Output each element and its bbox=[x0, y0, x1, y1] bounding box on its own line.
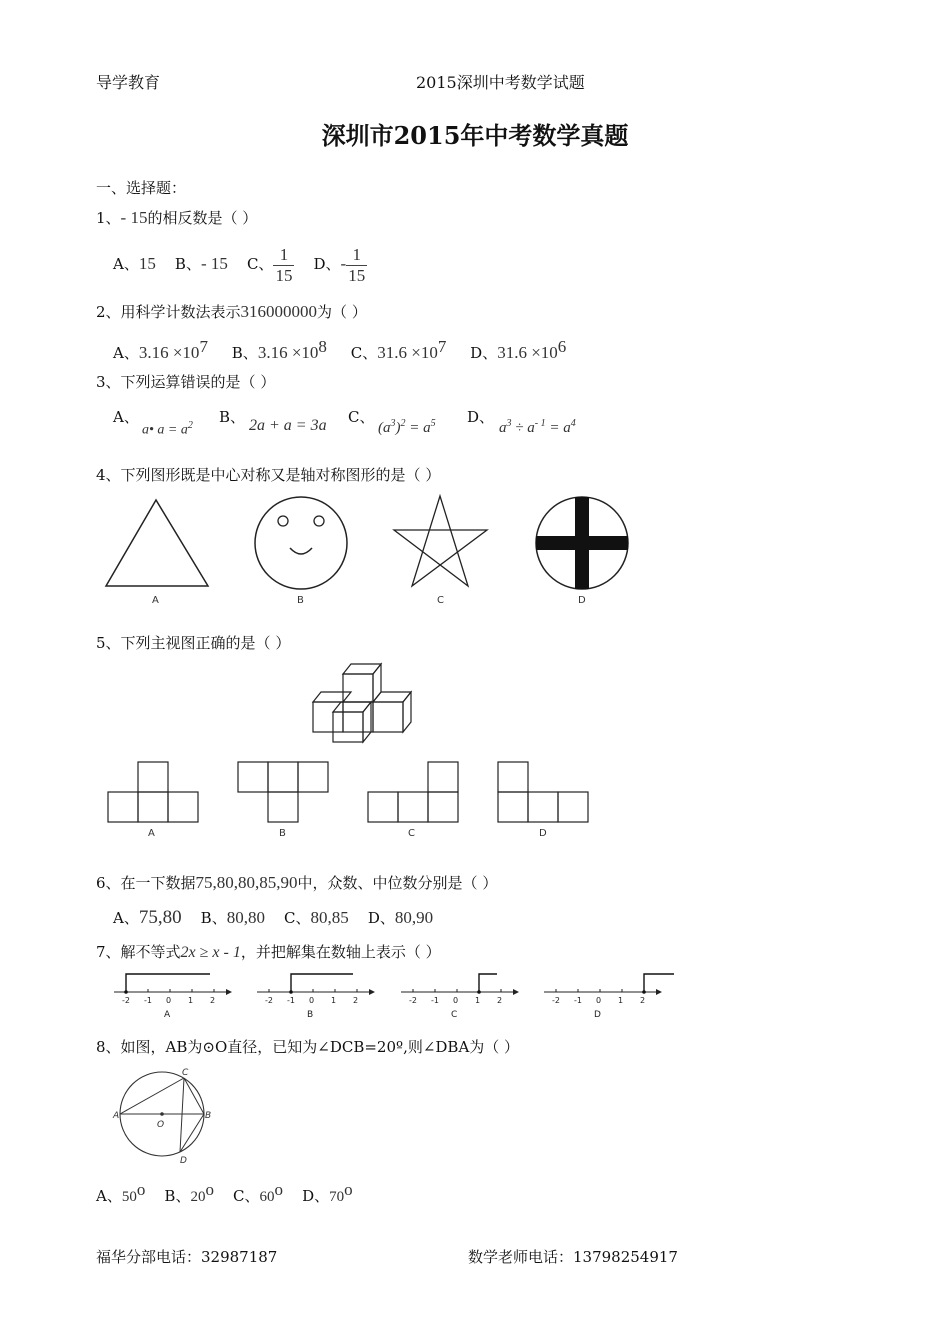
q7-label-a: A bbox=[164, 1010, 171, 1020]
question-5: 5、下列主视图正确的是（ ） bbox=[96, 634, 291, 652]
star-figure bbox=[394, 496, 487, 586]
tick-label: 1 bbox=[475, 996, 481, 1005]
fraction: $\frac{1}{15}$ bbox=[275, 245, 293, 285]
q1-option-a[interactable]: A、15 bbox=[113, 254, 156, 274]
q6-options bbox=[113, 907, 433, 929]
triangle-figure bbox=[106, 500, 208, 586]
tick-label: 0 bbox=[453, 996, 459, 1005]
q7-label-d: D bbox=[594, 1010, 601, 1020]
tick-label: 2 bbox=[640, 996, 646, 1005]
q1-option-b[interactable]: B、- 15 bbox=[174, 254, 228, 274]
q3-option-a-label[interactable]: A、 bbox=[113, 408, 139, 426]
solution-ray bbox=[291, 974, 353, 992]
q2-option-b[interactable]: B、$3.16 \times 10^8$ bbox=[231, 337, 327, 362]
q6-stem: 6、在一下数据 bbox=[96, 874, 196, 892]
q8-point-c: C bbox=[182, 1068, 189, 1078]
tick-label: -1 bbox=[144, 996, 152, 1005]
page-title: 深圳市2015年中考数学真题 bbox=[321, 121, 629, 150]
q4-figures bbox=[96, 490, 656, 610]
q6-option-b[interactable]: B、80,80 bbox=[200, 908, 265, 927]
q2-options bbox=[113, 337, 566, 363]
tick-label: 2 bbox=[210, 996, 216, 1005]
number-line-option-b bbox=[257, 974, 375, 1020]
q6-option-a[interactable]: A、75,80 bbox=[113, 907, 182, 928]
footer-right: 数学老师电话：13798254917 bbox=[468, 1248, 678, 1266]
q4-label-d: D bbox=[578, 595, 586, 606]
q2-option-c[interactable]: C、$31.6 \times 10^7$ bbox=[350, 337, 447, 362]
tick-label: -1 bbox=[574, 996, 582, 1005]
solution-endpoint bbox=[124, 990, 128, 994]
question-2 bbox=[96, 301, 367, 322]
tick-label: 0 bbox=[166, 996, 172, 1005]
q5-label-d: D bbox=[539, 828, 547, 839]
q6-stem-tail: 中，众数、中位数分别是（ ） bbox=[297, 874, 498, 892]
q5-label-a: A bbox=[148, 828, 155, 839]
solution-endpoint bbox=[289, 990, 293, 994]
q8-option-b[interactable]: B、20$^o$ bbox=[164, 1180, 214, 1205]
tick-label: 1 bbox=[188, 996, 194, 1005]
question-7 bbox=[96, 941, 441, 962]
tick-label: 0 bbox=[596, 996, 602, 1005]
number-line-option-a bbox=[114, 974, 232, 1020]
q7-inequality: 2x ≥ x - 1 bbox=[180, 944, 241, 961]
q5-solid-cubes-figure bbox=[305, 658, 415, 748]
q1-stem-tail: 的相反数是（ ） bbox=[147, 209, 258, 227]
q7-label-c: C bbox=[451, 1010, 458, 1020]
q4-label-a: A bbox=[152, 595, 159, 606]
q3-expr-a: a• $a = a^2$ bbox=[142, 420, 193, 438]
question-4: 4、下列图形既是中心对称又是轴对称图形的是（ ） bbox=[96, 466, 441, 484]
q2-value: 316000000 bbox=[240, 302, 318, 321]
q4-label-b: B bbox=[297, 595, 304, 606]
q1-stem: 1、 bbox=[96, 209, 121, 227]
solution-endpoint bbox=[642, 990, 646, 994]
q1-options bbox=[113, 245, 367, 285]
number-line-option-c bbox=[401, 974, 519, 1020]
q3-option-b-label[interactable]: B、 bbox=[219, 408, 246, 426]
tick-label: 2 bbox=[497, 996, 503, 1005]
q1-option-d[interactable]: D、- $\frac{1}{15}$ bbox=[313, 245, 366, 285]
footer-left: 福华分部电话：32987187 bbox=[96, 1248, 278, 1266]
q3-expr-c: $(a^3)^2 = a^5$ bbox=[378, 418, 436, 436]
tick-label: -2 bbox=[552, 996, 560, 1005]
q2-option-d[interactable]: D、$31.6 \times 10^6$ bbox=[470, 337, 567, 362]
q6-option-d[interactable]: D、80,90 bbox=[367, 908, 434, 927]
question-3: 3、下列运算错误的是（ ） bbox=[96, 373, 276, 391]
question-6 bbox=[96, 872, 497, 893]
tick-label: -2 bbox=[265, 996, 273, 1005]
solution-ray bbox=[479, 974, 497, 992]
q5-label-b: B bbox=[279, 828, 286, 839]
q8-point-a: A bbox=[113, 1111, 120, 1121]
q8-circle-figure bbox=[110, 1066, 220, 1168]
q8-option-a[interactable]: A、50$^o$ bbox=[96, 1180, 146, 1205]
q8-options bbox=[96, 1180, 353, 1206]
q6-option-c[interactable]: C、80,85 bbox=[284, 908, 349, 927]
q8-option-c[interactable]: C、60$^o$ bbox=[233, 1180, 284, 1205]
q3-option-c-label[interactable]: C、 bbox=[348, 408, 375, 426]
tick-label: 0 bbox=[309, 996, 315, 1005]
question-8: 8、如图，AB为⊙O直径，已知为∠DCB=20º,则∠DBA为（ ） bbox=[96, 1038, 520, 1056]
q7-stem-tail: ，并把解集在数轴上表示（ ） bbox=[240, 943, 441, 961]
fraction: $\frac{1}{15}$ bbox=[348, 245, 366, 285]
q8-option-d[interactable]: D、70$^o$ bbox=[302, 1180, 353, 1205]
tick-label: 1 bbox=[331, 996, 337, 1005]
tick-label: -2 bbox=[122, 996, 130, 1005]
tick-label: -2 bbox=[409, 996, 417, 1005]
q8-point-d: D bbox=[180, 1156, 187, 1166]
q3-option-d-label[interactable]: D、 bbox=[467, 408, 495, 426]
header-left: 导学教育 bbox=[96, 73, 161, 92]
q1-value: - 15 bbox=[120, 208, 148, 227]
tick-label: -1 bbox=[431, 996, 439, 1005]
header-right: 2015深圳中考数学试题 bbox=[416, 73, 585, 92]
q6-data: 75,80,80,85,90 bbox=[195, 873, 298, 892]
q5-label-c: C bbox=[408, 828, 415, 839]
q2-option-a[interactable]: A、$3.16 \times 10^7$ bbox=[113, 337, 208, 362]
number-line-option-d bbox=[544, 974, 674, 1020]
q4-label-c: C bbox=[437, 595, 444, 606]
q7-label-b: B bbox=[307, 1010, 314, 1020]
q1-option-c[interactable]: C、 $\frac{1}{15}$ bbox=[246, 245, 293, 285]
q8-point-o: O bbox=[157, 1120, 165, 1130]
q8-point-b: B bbox=[205, 1111, 212, 1121]
q3-expr-d: $a^3 \div a^{- 1} = a^4$ bbox=[499, 418, 576, 436]
q7-stem: 7、解不等式 bbox=[96, 943, 181, 961]
solution-ray bbox=[644, 974, 674, 992]
tick-label: 1 bbox=[618, 996, 624, 1005]
circle-cross-figure bbox=[536, 497, 628, 589]
solution-endpoint bbox=[477, 990, 481, 994]
q3-expr-b: 2a + a = 3a bbox=[249, 417, 327, 434]
q2-stem: 2、用科学计数法表示 bbox=[96, 303, 241, 321]
solution-ray bbox=[126, 974, 210, 992]
q5-view-options bbox=[96, 756, 606, 846]
section-heading: 一、选择题： bbox=[96, 179, 187, 197]
q7-number-lines bbox=[102, 970, 678, 1022]
tick-label: -1 bbox=[287, 996, 295, 1005]
tick-label: 2 bbox=[353, 996, 359, 1005]
question-1 bbox=[96, 207, 257, 228]
q2-stem-tail: 为（ ） bbox=[317, 303, 367, 321]
smiley-face-figure bbox=[255, 497, 347, 589]
